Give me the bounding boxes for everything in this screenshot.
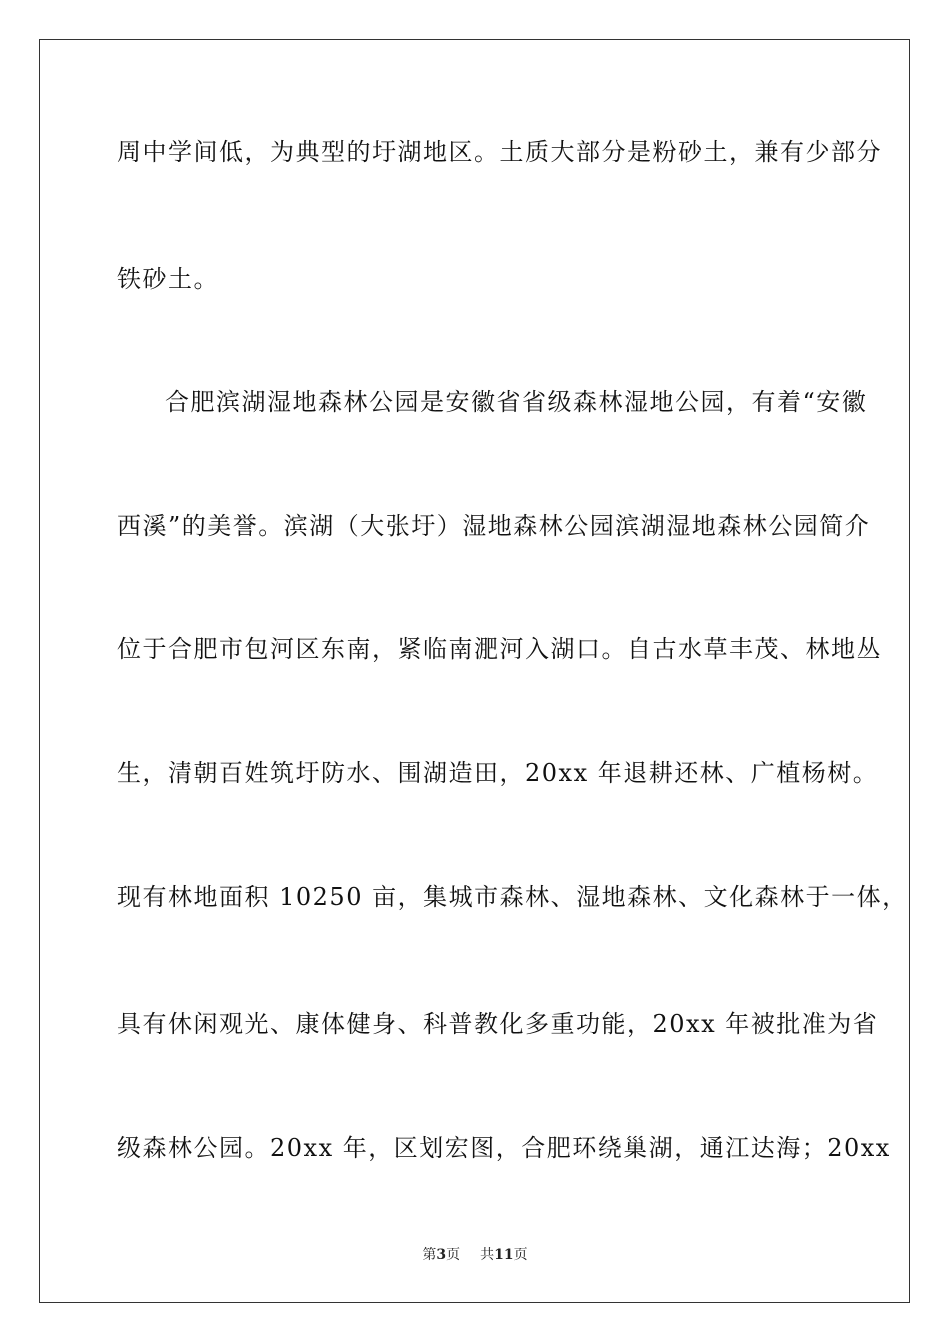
total-prefix: 共 — [480, 1247, 495, 1263]
page-total: 11 — [494, 1247, 514, 1263]
text-line: 铁砂土。 — [117, 265, 219, 293]
page-suffix: 页 — [446, 1247, 461, 1263]
text-line: 周中学间低，为典型的圩湖地区。土质大部分是粉砂土，兼有少部分 — [117, 138, 882, 166]
text-line: 生，清朝百姓筑圩防水、围湖造田，20xx 年退耕还林、广植杨树。 — [117, 759, 879, 787]
page-current: 3 — [436, 1247, 447, 1263]
page-footer — [0, 1245, 950, 1265]
total-suffix: 页 — [513, 1247, 528, 1263]
text-line: 级森林公园。20xx 年，区划宏图，合肥环绕巢湖，通江达海；20xx — [117, 1134, 891, 1162]
text-line: 西溪”的美誉。滨湖（大张圩）湿地森林公园滨湖湿地森林公园简介 — [117, 512, 871, 540]
page-border — [39, 39, 910, 1303]
paragraph-first-line: 合肥滨湖湿地森林公园是安徽省省级森林湿地公园，有着“安徽 — [165, 388, 868, 416]
text-line: 位于合肥市包河区东南，紧临南淝河入湖口。自古水草丰茂、林地丛 — [117, 635, 882, 663]
text-line: 具有休闲观光、康体健身、科普教化多重功能，20xx 年被批准为省 — [117, 1010, 879, 1038]
text-line: 现有林地面积 10250 亩，集城市森林、湿地森林、文化森林于一体， — [117, 883, 908, 911]
page-prefix: 第 — [422, 1247, 437, 1263]
